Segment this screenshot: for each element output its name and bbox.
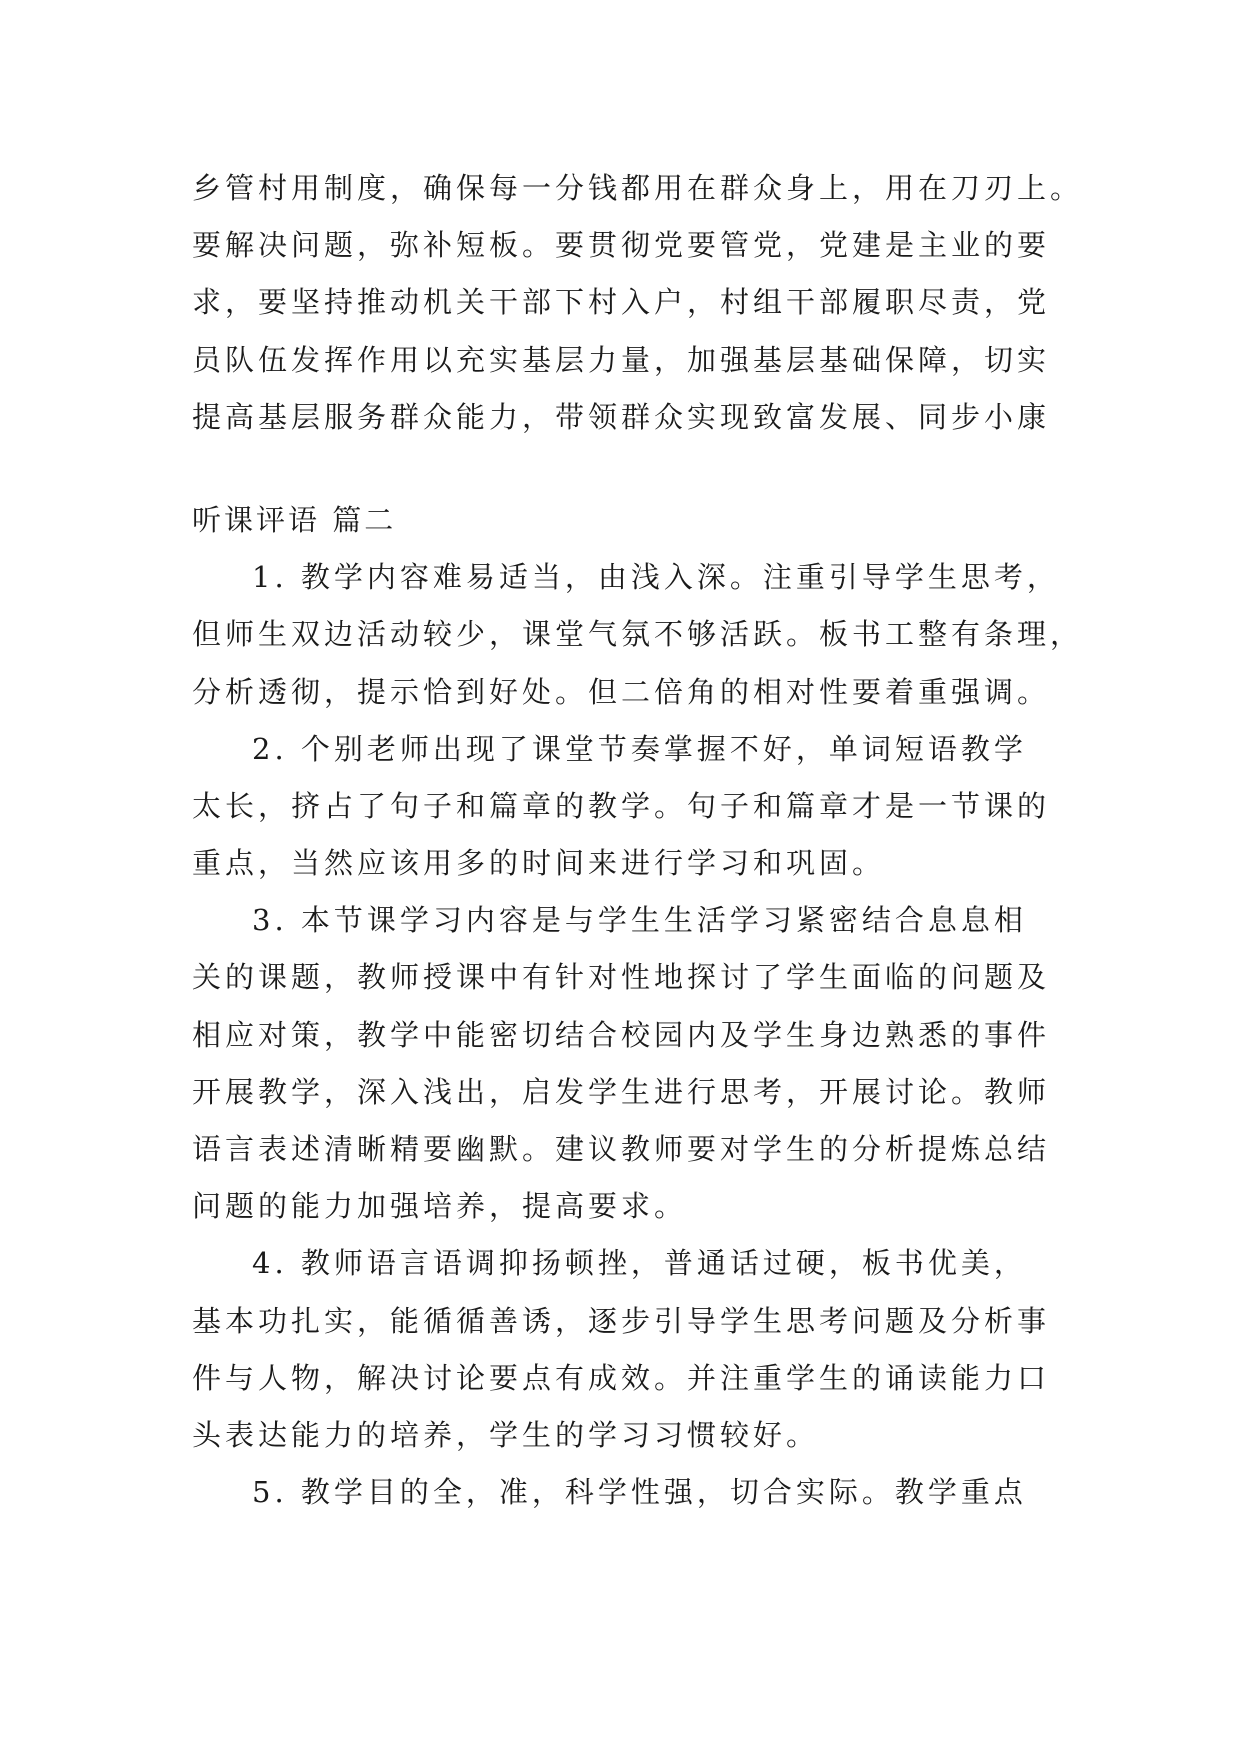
paragraph-line: 员队伍发挥作用以充实基层力量，加强基层基础保障，切实 [192,342,1051,377]
paragraph-line: 1. 教学内容难易适当，由浅入深。注重引导学生思考， [252,560,1060,595]
paragraph-line: 2. 个别老师出现了课堂节奏掌握不好，单词短语教学 [252,731,1027,766]
paragraph-line: 3. 本节课学习内容是与学生生活学习紧密结合息息相 [252,903,1027,938]
paragraph-line: 开展教学，深入浅出，启发学生进行思考，开展讨论。教师 [192,1074,1051,1109]
list-item [192,892,1072,1235]
intro-paragraph [192,160,1084,446]
list-item [192,721,1072,893]
paragraph-line: 相应对策，教学中能密切结合校园内及学生身边熟悉的事件 [192,1017,1051,1052]
section-spacer [192,446,1072,492]
paragraph-line: 求，要坚持推动机关干部下村入户，村组干部履职尽责，党 [192,285,1051,320]
paragraph-line: 乡管村用制度，确保每一分钱都用在群众身上，用在刀刃上。 [192,171,1084,205]
paragraph-line: 问题的能力加强培养，提高要求。 [192,1189,688,1224]
list-item [192,549,1084,721]
paragraph-line: 提高基层服务群众能力，带领群众实现致富发展、同步小康 [192,399,1051,434]
section-heading: 听课评语 篇二 [192,502,397,537]
paragraph-line: 但师生双边活动较少，课堂气氛不够活跃。板书工整有条理， [192,617,1084,652]
paragraph-line: 4. 教师语言语调抑扬顿挫，普通话过硬，板书优美， [252,1246,1027,1281]
paragraph-line: 基本功扎实，能循循善诱，逐步引导学生思考问题及分析事 [192,1303,1051,1338]
paragraph-line: 件与人物，解决讨论要点有成效。并注重学生的诵读能力口 [192,1360,1051,1395]
paragraph-line: 重点，当然应该用多的时间来进行学习和巩固。 [192,846,886,881]
list-item [192,1464,1072,1521]
list-item [192,1235,1072,1464]
paragraph-line: 要解决问题，弥补短板。要贯彻党要管党，党建是主业的要 [192,228,1051,263]
paragraph-line: 头表达能力的培养，学生的学习习惯较好。 [192,1417,820,1452]
paragraph-line: 太长，挤占了句子和篇章的教学。句子和篇章才是一节课的 [192,788,1051,823]
paragraph-line: 关的课题，教师授课中有针对性地探讨了学生面临的问题及 [192,960,1051,995]
paragraph-line: 语言表述清晰精要幽默。建议教师要对学生的分析提炼总结 [192,1132,1051,1166]
document-body [192,160,1084,1521]
paragraph-line: 5. 教学目的全，准，科学性强，切合实际。教学重点 [252,1475,1027,1510]
paragraph-line: 分析透彻，提示恰到好处。但二倍角的相对性要着重强调。 [192,674,1051,709]
